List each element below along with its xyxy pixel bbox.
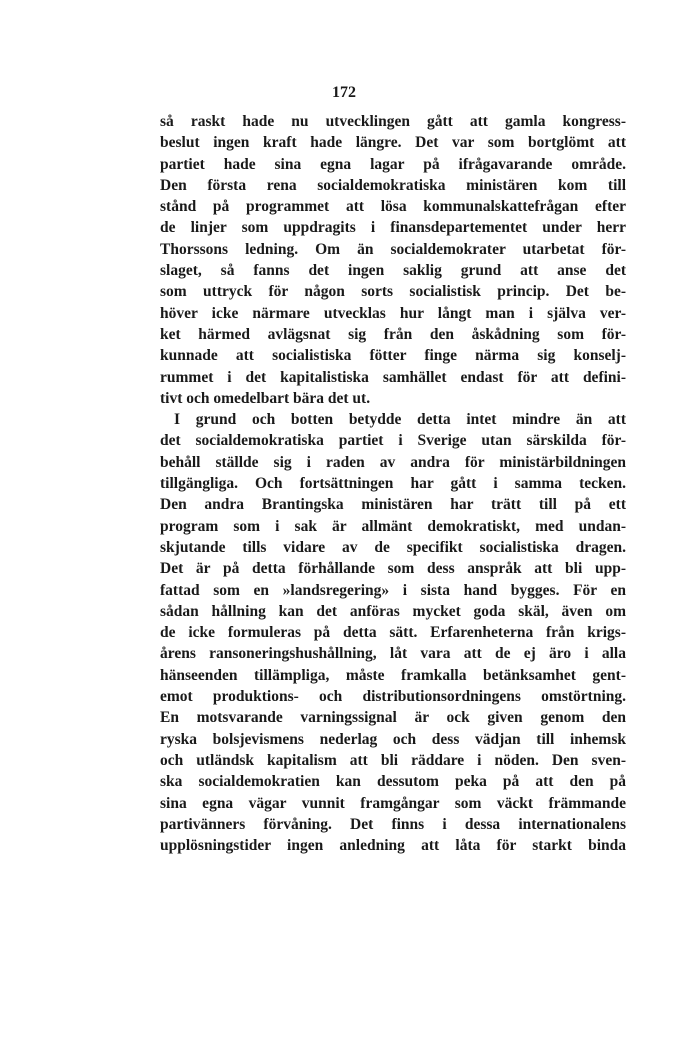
text-line: slaget, så fanns det ingen saklig grund att anse det [160, 262, 626, 280]
text-line: det socialdemokratiska partiet i Sverige utan särskilda för- [160, 432, 626, 450]
page-number: 172 [332, 84, 356, 101]
text-line: I grund och botten betydde detta intet mindre än att [174, 411, 626, 429]
text-line: årens ransoneringshushållning, låt vara att de ej äro i alla [160, 645, 626, 663]
text-line: rummet i det kapitalistiska samhället endast för att defini- [160, 368, 626, 386]
text-line: emot produktions- och distributionsordningens omstörtning. [160, 688, 626, 706]
body-text [160, 111, 626, 856]
text-line: tivt och omedelbart bära det ut. [160, 389, 371, 407]
text-line: En motsvarande varningssignal är ock given genom den [160, 709, 626, 727]
text-line: kunnade att socialistiska fötter finge närma sig konselj- [160, 347, 626, 365]
text-line: beslut ingen kraft hade längre. Det var som bortglömt att [160, 134, 626, 152]
text-line: sina egna vägar vunnit framgångar som väckt främmande [160, 794, 626, 812]
text-line: tillgängliga. Och fortsättningen har gått i samma tecken. [160, 475, 626, 493]
text-line: skjutande tills vidare av de specifikt socialistiska dragen. [160, 538, 626, 556]
text-line: ryska bolsjevismens nederlag och dess vädjan till inhemsk [160, 730, 626, 748]
text-line: ska socialdemokratien kan dessutom peka på att den på [160, 773, 626, 791]
text-line: de linjer som uppdragits i finansdepartementet under herr [160, 219, 626, 237]
text-line: partiet hade sina egna lagar på ifrågavarande område. [160, 155, 626, 173]
text-line: Den andra Brantingska ministären har trätt till på ett [160, 496, 626, 514]
text-line: Thorssons ledning. Om än socialdemokrater utarbetat för- [160, 240, 626, 258]
text-line: som uttryck för någon sorts socialistisk princip. Det be- [160, 283, 626, 301]
text-line: så raskt hade nu utvecklingen gått att gamla kongress- [160, 113, 626, 130]
text-line: de icke formuleras på detta sätt. Erfarenheterna från krigs- [160, 624, 626, 642]
text-line: sådan hållning kan det anföras mycket goda skäl, även om [160, 602, 626, 620]
text-line: och utländsk kapitalism att bli räddare i nöden. Den sven- [160, 751, 626, 769]
text-line: fattad som en »landsregering» i sista hand bygges. För en [160, 581, 626, 599]
text-line: partivänners förvåning. Det finns i dessa internationalens [160, 815, 626, 833]
text-line: program som i sak är allmänt demokratiskt, med undan- [160, 517, 626, 535]
text-line: upplösningstider ingen anledning att låta för starkt binda [160, 837, 626, 855]
text-line: stånd på programmet att lösa kommunalskattefrågan efter [160, 198, 626, 216]
text-line: behåll ställde sig i raden av andra för ministärbildningen [160, 453, 626, 471]
text-line: höver icke närmare utvecklas hur långt man i själva ver- [160, 304, 626, 322]
text-line: hänseenden tillämpliga, måste framkalla betänksamhet gent- [160, 666, 626, 684]
text-line: Den första rena socialdemokratiska ministären kom till [160, 176, 626, 194]
text-line: Det är på detta förhållande som dess anspråk att bli upp- [160, 560, 626, 578]
text-line: ket härmed avlägsnat sig från den åskådning som för- [160, 325, 626, 343]
